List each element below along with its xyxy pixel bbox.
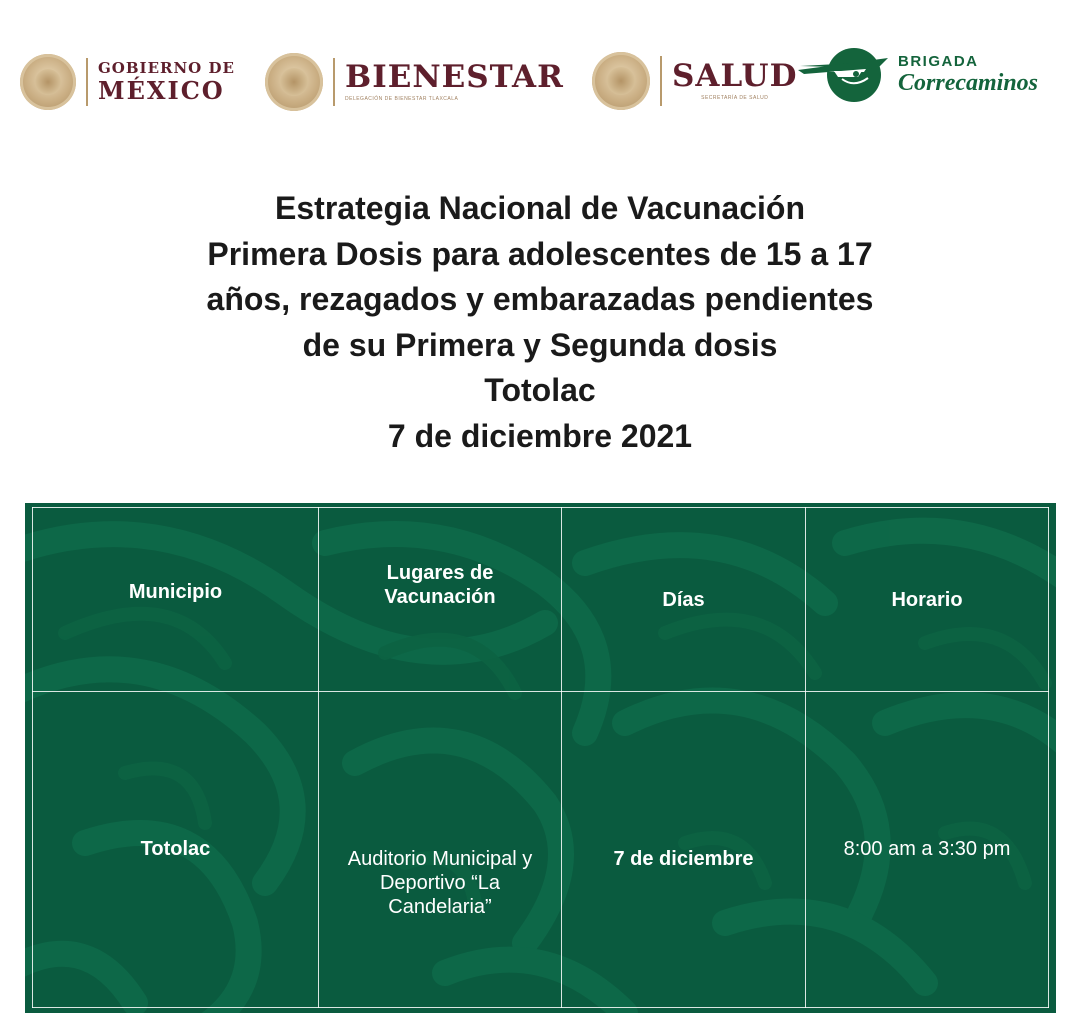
table-header-row (33, 508, 1049, 692)
logo-brigada-correcaminos (798, 44, 1038, 106)
logo-bienestar-subtitle: DELEGACIÓN DE BIENESTAR TLAXCALA (345, 96, 459, 102)
heading-line: Totolac (484, 372, 596, 408)
heading-line: de su Primera y Segunda dosis (302, 326, 778, 363)
mexico-seal-icon (592, 52, 650, 110)
mexico-seal-icon (20, 54, 76, 110)
mexico-seal-icon (265, 53, 323, 111)
announcement-heading (0, 186, 1080, 459)
header-municipio: Municipio (33, 508, 319, 692)
cell-horario: 8:00 am a 3:30 pm (806, 692, 1049, 1008)
header-horario: Horario (806, 508, 1049, 692)
heading-line: Primera Dosis para adolescentes de 15 a 17 (207, 235, 873, 272)
logo-divider (660, 56, 662, 106)
logo-brigada-line2: Correcaminos (898, 70, 1039, 96)
logo-bienestar (265, 52, 564, 112)
logo-bienestar-title: BIENESTAR (345, 59, 564, 95)
heading-line: años, rezagados y embarazadas pendientes (206, 281, 874, 317)
logo-salud-subtitle: SECRETARÍA DE SALUD (701, 95, 769, 101)
logo-gobierno-line2: MÉXICO (98, 76, 225, 105)
heading-line: 7 de diciembre 2021 (387, 417, 693, 454)
header-dias: Días (562, 508, 806, 692)
vaccination-schedule-table (32, 507, 1049, 1008)
table-row (33, 692, 1049, 1008)
logo-divider (333, 58, 335, 106)
header-lugares (319, 508, 562, 692)
cell-lugar-text: Auditorio Municipal y Deportivo “La Candelaria” (347, 848, 533, 918)
logo-divider (86, 58, 88, 106)
logo-gobierno-de-mexico (20, 52, 235, 112)
heading-line: Estrategia Nacional de Vacunación (275, 190, 805, 226)
logo-salud-title: SALUD (672, 58, 798, 94)
schedule-panel (25, 503, 1056, 1013)
logo-brigada-line1: BRIGADA (898, 53, 979, 70)
header-lugares-text: Lugares de Vacunación (384, 561, 496, 608)
roadrunner-icon (798, 44, 890, 106)
cell-municipio: Totolac (33, 692, 319, 1008)
cell-dias: 7 de diciembre (562, 692, 806, 1008)
logo-gobierno-line1: GOBIERNO DE (98, 59, 235, 77)
cell-lugar (319, 692, 562, 1008)
logo-salud (592, 50, 797, 112)
